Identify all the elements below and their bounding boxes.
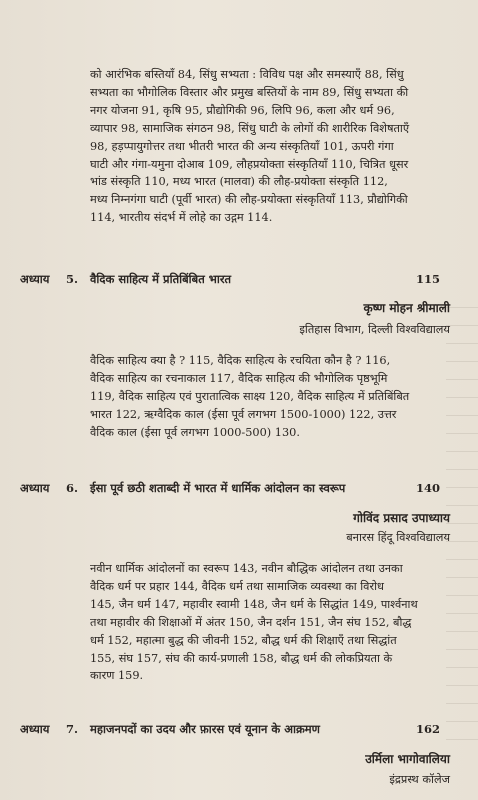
- paragraph-line: 155, संघ 157, संघ की कार्य-प्रणाली 158, बौद्ध धर्म की लोकप्रियता के: [90, 651, 393, 665]
- paragraph-line: भांड संस्कृति 110, मध्य भारत (मालवा) की लौह-प्रयोक्ता संस्कृति 112,: [90, 175, 388, 189]
- chapter-number: 7.: [66, 722, 79, 736]
- paragraph-line: व्यापार 98, सामाजिक संगठन 98, सिंधु घाटी के लोगों की शारीरिक विशेषताएँ: [90, 121, 410, 135]
- chapter-page-number: 162: [415, 722, 440, 736]
- intro-paragraph: [90, 66, 450, 227]
- paragraph-line: वैदिक काल (ईसा पूर्व लगभग 1000-500) 130.: [90, 425, 300, 439]
- chapter-label: अध्याय: [20, 272, 50, 286]
- show-through-text: [446, 300, 478, 740]
- paragraph-line: भारत 122, ऋग्वैदिक काल (ईसा पूर्व लगभग 1500-1000) 122, उत्तर: [90, 407, 397, 421]
- paragraph-line: सभ्यता का भौगोलिक विस्तार और प्रमुख बस्तियों के नाम 89, सिंधु सभ्यता की: [90, 85, 409, 99]
- chapter-title: ईसा पूर्व छठी शताब्दी में भारत में धार्मिक आंदोलन का स्वरूप: [90, 481, 346, 495]
- paragraph-line: 145, जैन धर्म 147, महावीर स्वामी 148, जैन धर्म के सिद्धांत 149, पार्श्वनाथ: [90, 597, 418, 611]
- paragraph-line: 114, भारतीय संदर्भ में लोहे का उद्गम 114.: [90, 211, 273, 225]
- chapter-contents: [90, 352, 450, 442]
- paragraph-line: धर्म 152, महात्मा बुद्ध की जीवनी 152, बौद्ध धर्म की शिक्षाएँ तथा सिद्धांत: [90, 633, 397, 647]
- paragraph-line: वैदिक धर्म पर प्रहार 144, वैदिक धर्म तथा सामाजिक व्यवस्था का विरोध: [90, 579, 384, 593]
- paragraph-line: को आरंभिक बस्तियाँ 84, सिंधु सभ्यता : विविध पक्ष और समस्याएँ 88, सिंधु: [90, 68, 404, 81]
- paragraph-line: घाटी और गंगा-यमुना दोआब 109, लौहप्रयोक्ता संस्कृतियाँ 110, चित्रित धूसर: [90, 157, 409, 171]
- chapter-author: कृष्ण मोहन श्रीमाली: [363, 301, 450, 315]
- paragraph-line: वैदिक साहित्य क्या है ? 115, वैदिक साहित्य के रचयिता कौन है ? 116,: [90, 354, 391, 367]
- paragraph-line: कारण 159.: [90, 669, 144, 683]
- chapter-label: अध्याय: [20, 481, 50, 495]
- chapter-title: महाजनपदों का उदय और फ़ारस एवं यूनान के आक्रमण: [90, 722, 320, 736]
- paragraph-line: 119, वैदिक साहित्य एवं पुरातात्विक साक्ष्य 120, वैदिक साहित्य में प्रतिबिंबित: [90, 389, 410, 403]
- chapter-title: वैदिक साहित्य में प्रतिबिंबित भारत: [90, 272, 232, 286]
- chapter-author: गोविंद प्रसाद उपाध्याय: [353, 511, 450, 525]
- chapter-label: अध्याय: [20, 722, 50, 736]
- chapter-contents: [90, 560, 450, 685]
- chapter-institution: इंद्रप्रस्थ कॉलेज: [389, 773, 450, 786]
- chapter-author: उर्मिला भागोवालिया: [365, 752, 450, 766]
- chapter-number: 6.: [66, 481, 79, 495]
- chapter-page-number: 140: [415, 481, 440, 495]
- paragraph-line: मध्य निम्नगंगा घाटी (पूर्वी भारत) की लौह-प्रयोक्ता संस्कृतियाँ 113, प्रौद्योगिकी: [90, 193, 408, 207]
- paragraph-line: वैदिक साहित्य का रचनाकाल 117, वैदिक साहित्य की भौगोलिक पृष्ठभूमि: [90, 371, 388, 385]
- chapter-number: 5.: [66, 272, 79, 286]
- paragraph-line: तथा महावीर की शिक्षाओं में अंतर 150, जैन दर्शन 151, जैन संघ 152, बौद्ध: [90, 615, 412, 629]
- chapter-page-number: 115: [415, 272, 440, 286]
- paragraph-line: नगर योजना 91, कृषि 95, प्रौद्योगिकी 96, लिपि 96, कला और धर्म 96,: [90, 103, 395, 117]
- paragraph-line: 98, हड़प्पायुगोत्तर तथा भीतरी भारत की अन्य संस्कृतियाँ 101, ऊपरी गंगा: [90, 139, 394, 153]
- chapter-institution: इतिहास विभाग, दिल्ली विश्वविद्यालय: [299, 323, 450, 336]
- chapter-institution: बनारस हिंदू विश्वविद्यालय: [346, 531, 450, 544]
- paragraph-line: नवीन धार्मिक आंदोलनों का स्वरूप 143, नवीन बौद्धिक आंदोलन तथा उनका: [90, 562, 403, 575]
